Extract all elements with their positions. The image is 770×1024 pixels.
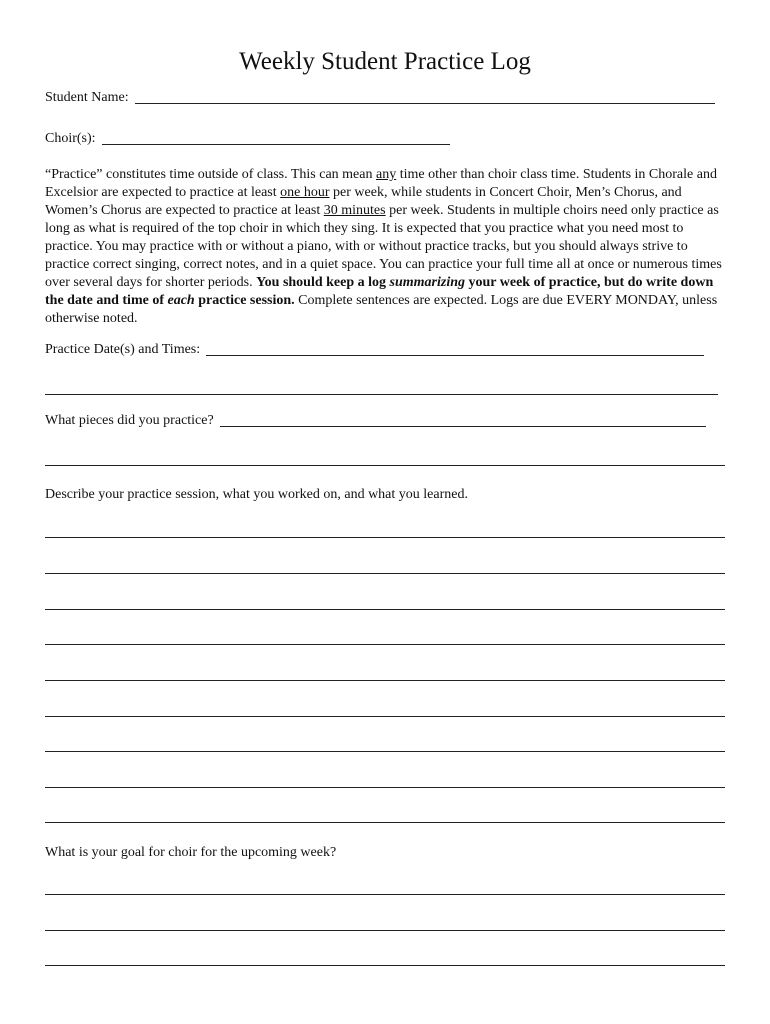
- describe-prompt: Describe your practice session, what you worked on, and what you learned.: [45, 487, 468, 502]
- choirs-label: Choir(s):: [45, 131, 96, 146]
- practice-dates-field[interactable]: [206, 341, 704, 356]
- instructions-bold-italic-text: summarizing: [389, 275, 466, 290]
- describe-line[interactable]: [45, 680, 725, 681]
- practice-dates-row: [45, 339, 704, 359]
- student-name-field[interactable]: [135, 89, 715, 104]
- describe-line[interactable]: [45, 644, 725, 645]
- describe-line[interactable]: [45, 573, 725, 574]
- pieces-extra-line[interactable]: [45, 465, 725, 466]
- goal-prompt: What is your goal for choir for the upcoming week?: [45, 845, 337, 860]
- practice-dates-extra-line[interactable]: [45, 394, 718, 395]
- pieces-field[interactable]: [220, 412, 706, 427]
- instructions-text: Complete sentences are expected. Logs are due EVERY MONDAY, unless otherwise noted.: [45, 293, 718, 326]
- describe-line[interactable]: [45, 822, 725, 823]
- practice-dates-label: Practice Date(s) and Times:: [45, 342, 201, 357]
- describe-line[interactable]: [45, 537, 725, 538]
- describe-line[interactable]: [45, 716, 725, 717]
- goal-line[interactable]: [45, 894, 725, 895]
- instructions-text: per week, while students in Concert Choir, Men’s Chorus, and Women’s Chorus are expected to practice at least: [45, 185, 682, 218]
- pieces-label: What pieces did you practice?: [45, 413, 214, 428]
- instructions-bold-text: your week of practice, but do write down the date and time of: [45, 275, 714, 308]
- instructions-paragraph: [45, 166, 727, 328]
- instructions-underline-one-hour: one hour: [280, 185, 330, 200]
- pieces-row: [45, 410, 706, 430]
- goal-line[interactable]: [45, 965, 725, 966]
- instructions-text: per week. Students in multiple choirs need only practice as long as what is required of the top choir in which they sing. It is expected that you practice what you need most to practice. You may practice with or without a piano, with or without practice tracks, but you should always strive to practice correct singing, correct notes, and in a quiet space. You can practice your full time all at once or numerous times over several days for shorter periods.: [45, 203, 722, 290]
- describe-line[interactable]: [45, 787, 725, 788]
- describe-line[interactable]: [45, 609, 725, 610]
- instructions-text: “Practice” constitutes time outside of class. This can mean: [45, 167, 376, 182]
- instructions-bold-text: practice session.: [194, 293, 295, 308]
- instructions-underline-30-minutes: 30 minutes: [323, 203, 386, 218]
- instructions-bold-italic-text: each: [167, 293, 195, 308]
- describe-line[interactable]: [45, 751, 725, 752]
- student-name-row: [45, 87, 715, 107]
- goal-line[interactable]: [45, 930, 725, 931]
- instructions-text: time other than choir class time. Students in Chorale and Excelsior are expected to practice at least: [45, 167, 717, 200]
- choirs-field[interactable]: [102, 130, 450, 145]
- instructions-bold-text: You should keep a log: [256, 275, 390, 290]
- page-title: Weekly Student Practice Log: [239, 48, 531, 75]
- choirs-row: [45, 128, 450, 148]
- student-name-label: Student Name:: [45, 90, 129, 105]
- instructions-underline-any: any: [375, 167, 397, 182]
